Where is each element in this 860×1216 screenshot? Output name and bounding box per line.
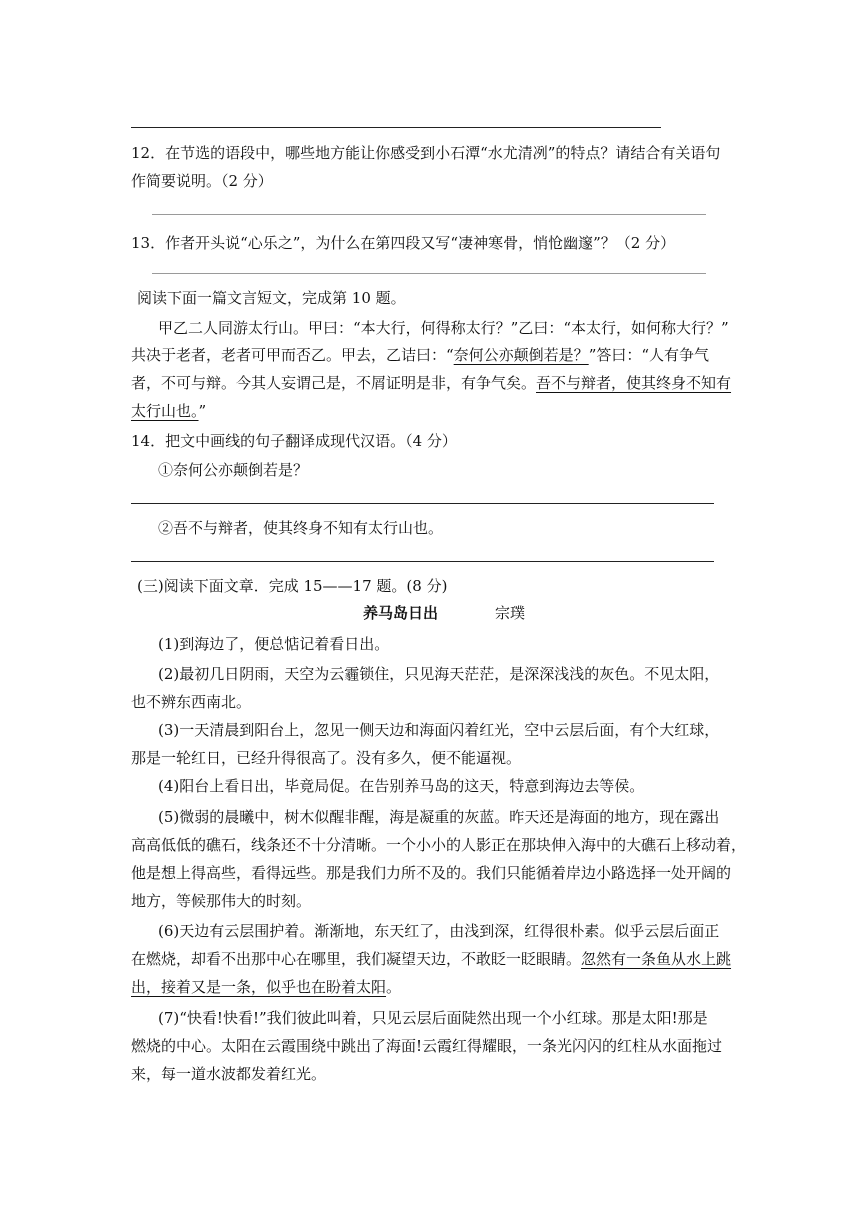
underlined-sentence-2a: 吾不与辩者，使其终身不知有: [536, 374, 732, 392]
article-p7a: (7)“快看!快看!”我们彼此叫着，只见云层后面陡然出现一个小红球。那是太阳!那是: [158, 1009, 708, 1027]
underlined-article-sentence-a: 忽然有一条鱼从水上跳: [581, 950, 732, 968]
article-p7c: 来，每一道水波都发着红光。: [131, 1065, 327, 1083]
classical-p4: [131, 397, 731, 425]
q12-line1: 12．在节选的语段中，哪些地方能让你感受到小石潭“水尤清冽”的特点？请结合有关语句: [131, 144, 721, 162]
classical-p2: [131, 341, 731, 369]
article-p5d: 地方，等候那伟大的时刻。: [131, 892, 312, 910]
article-p2b: 也不辨东西南北。: [131, 693, 252, 711]
q14-answer-line-1: [131, 503, 714, 504]
article-p7b: 燃烧的中心。太阳在云霞围绕中跳出了海面!云霞红得耀眼，一条光闪闪的红柱从水面拖过: [131, 1037, 723, 1055]
q14-line1: 14．把文中画线的句子翻译成现代汉语。（4 分）: [131, 432, 457, 450]
classical-p3-text: 者，不可与辩。今其人妄谓己是，不屑证明是非，有争气矣。: [131, 374, 537, 392]
article-p3a: (3)一天清晨到阳台上，忽见一侧天边和海面闪着红光，空中云层后面，有个大红球，: [158, 721, 720, 739]
article-p5c: 他是想上得高些，看得远些。那是我们力所不及的。我们只能循着岸边小路选择一处开阔的: [131, 864, 732, 882]
classical-p2-text: 共决于老者，老者可甲而否乙。甲去，乙诘曰：“: [131, 346, 454, 364]
classical-p1: 甲乙二人同游太行山。甲曰：“本大行，何得称太行？”乙曰：“本太行，如何称大行？”: [158, 319, 729, 337]
article-p6b: [131, 945, 731, 973]
article-author: 宗璞: [495, 604, 526, 622]
underlined-sentence-1: 奈何公亦颠倒若是？: [453, 346, 589, 364]
article-p5b: 高高低低的礁石，线条还不十分清晰。一个小小的人影正在那块伸入海中的大礁石上移动着，: [131, 836, 747, 854]
article-p6a: (6)天边有云层围护着。渐渐地，东天红了，由浅到深，红得很朴素。似乎云层后面正: [158, 922, 720, 940]
q12-answer-line: [152, 214, 706, 215]
q13-answer-line: [152, 273, 706, 274]
article-p2a: (2)最初几日阴雨，天空为云霾锁住，只见海天茫茫，是深深浅浅的灰色。不见太阳，: [158, 665, 720, 683]
q13-line1: 13．作者开头说“心乐之”，为什么在第四段又写“凄神寒骨，悄怆幽邃”？（2 分）: [131, 234, 676, 252]
article-p3b: 那是一轮红日，已经升得很高了。没有多久，便不能逼视。: [131, 749, 522, 767]
article-p5a: (5)微弱的晨曦中，树木似醒非醒，海是凝重的灰蓝。昨天还是海面的地方，现在露出: [158, 808, 720, 826]
article-p1: (1)到海边了，便总惦记着看日出。: [158, 635, 390, 653]
q14-item2: ②吾不与辩者，使其终身不知有太行山也。: [158, 519, 444, 537]
q12-line2: 作简要说明。（2 分）: [131, 172, 273, 190]
article-title: 养马岛日出: [363, 604, 439, 622]
article-p6c-end: 。: [386, 978, 402, 996]
underlined-sentence-2b: 太行山也。: [131, 402, 199, 420]
article-p6b-text: 在燃烧，却看不出那中心在哪里，我们凝望天边，不敢眨一眨眼睛。: [131, 950, 582, 968]
classical-p4-end: ”: [198, 402, 207, 420]
classical-p2-end: ”答曰：“人有争气: [588, 346, 710, 364]
classical-intro: 阅读下面一篇文言短文，完成第 10 题。: [137, 289, 406, 307]
classical-p3: [131, 369, 731, 397]
underlined-article-sentence-b: 出，接着又是一条，似乎也在盼着太阳: [131, 978, 387, 996]
q14-item1: ①奈何公亦颠倒若是？: [158, 461, 309, 479]
part3-intro: (三)阅读下面文章．完成 15——17 题。(8 分): [137, 577, 448, 595]
answer-line-top: [131, 127, 661, 128]
article-p6c: [131, 973, 731, 1001]
article-p4: (4)阳台上看日出，毕竟局促。在告别养马岛的这天，特意到海边去等侯。: [158, 777, 645, 795]
q14-answer-line-2: [131, 561, 714, 562]
